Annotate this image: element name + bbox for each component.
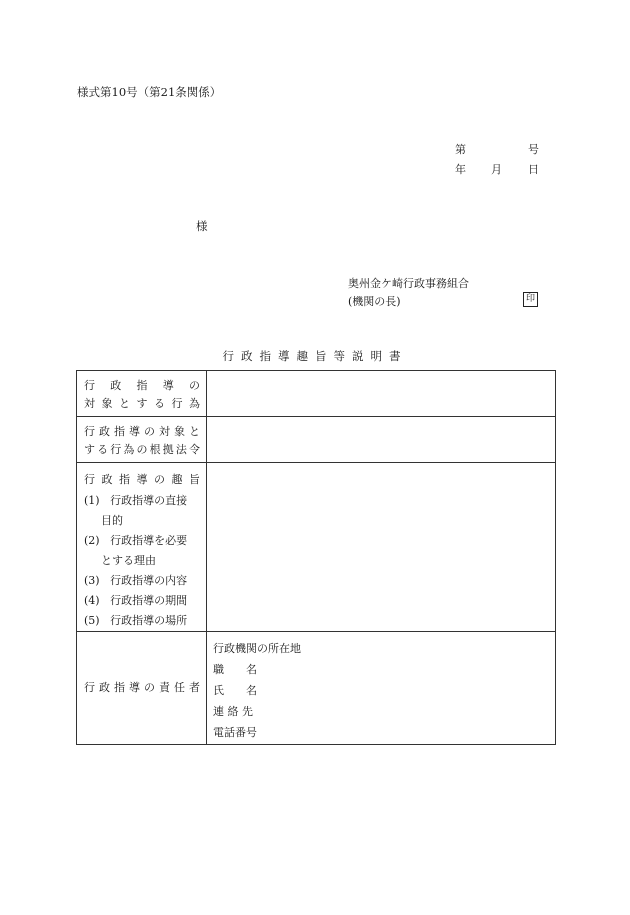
purpose-item: (5) 行政指導の場所 [84, 614, 188, 627]
seal-mark: 印 [523, 292, 538, 307]
row-responsible [77, 632, 556, 745]
date-day: 日 [528, 163, 539, 176]
label-legal-basis [77, 417, 207, 463]
row-target-act [77, 371, 556, 417]
form-number: 様式第10号（第21条関係） [77, 85, 222, 99]
label-line: 対 象 と す る 行 為 [84, 397, 200, 410]
date-month: 月 [491, 163, 502, 176]
document-title: 行政指導趣旨等説明書 [222, 349, 408, 363]
label-line: 行 政 指 導 の [84, 379, 200, 392]
field-phone: 電話番号 [213, 726, 257, 739]
agency-head: (機関の長) [348, 295, 401, 308]
value-responsible[interactable] [207, 632, 556, 745]
label-target-act [77, 371, 207, 417]
label-line: 行 政 指 導 の 趣 旨 [84, 473, 200, 486]
row-purpose [77, 463, 556, 632]
purpose-item: (3) 行政指導の内容 [84, 574, 188, 587]
number-prefix: 第 [455, 143, 466, 156]
label-line: す る 行 為 の 根 拠 法 令 [84, 443, 200, 456]
field-name: 氏 名 [213, 684, 257, 697]
row-legal-basis [77, 417, 556, 463]
value-target-act[interactable] [207, 371, 556, 417]
label-line: 行 政 指 導 の 責 任 者 [84, 681, 200, 694]
label-line: 行 政 指 導 の 対 象 と [84, 425, 200, 438]
date-year: 年 [455, 163, 466, 176]
purpose-item: (1) 行政指導の直接 目的 [84, 494, 188, 527]
label-responsible [77, 632, 207, 745]
purpose-item: (4) 行政指導の期間 [84, 594, 188, 607]
value-legal-basis[interactable] [207, 417, 556, 463]
purpose-item: (2) 行政指導を必要 とする理由 [84, 534, 188, 567]
label-purpose [77, 463, 207, 632]
addressee-suffix: 様 [196, 219, 208, 233]
explanation-table [76, 370, 556, 745]
field-office-location: 行政機関の所在地 [213, 642, 301, 655]
field-contact: 連 絡 先 [213, 705, 253, 718]
value-purpose[interactable] [207, 463, 556, 632]
field-position: 職 名 [213, 663, 257, 676]
organization-name: 奥州金ケ崎行政事務組合 [348, 277, 469, 290]
number-suffix: 号 [528, 143, 539, 156]
